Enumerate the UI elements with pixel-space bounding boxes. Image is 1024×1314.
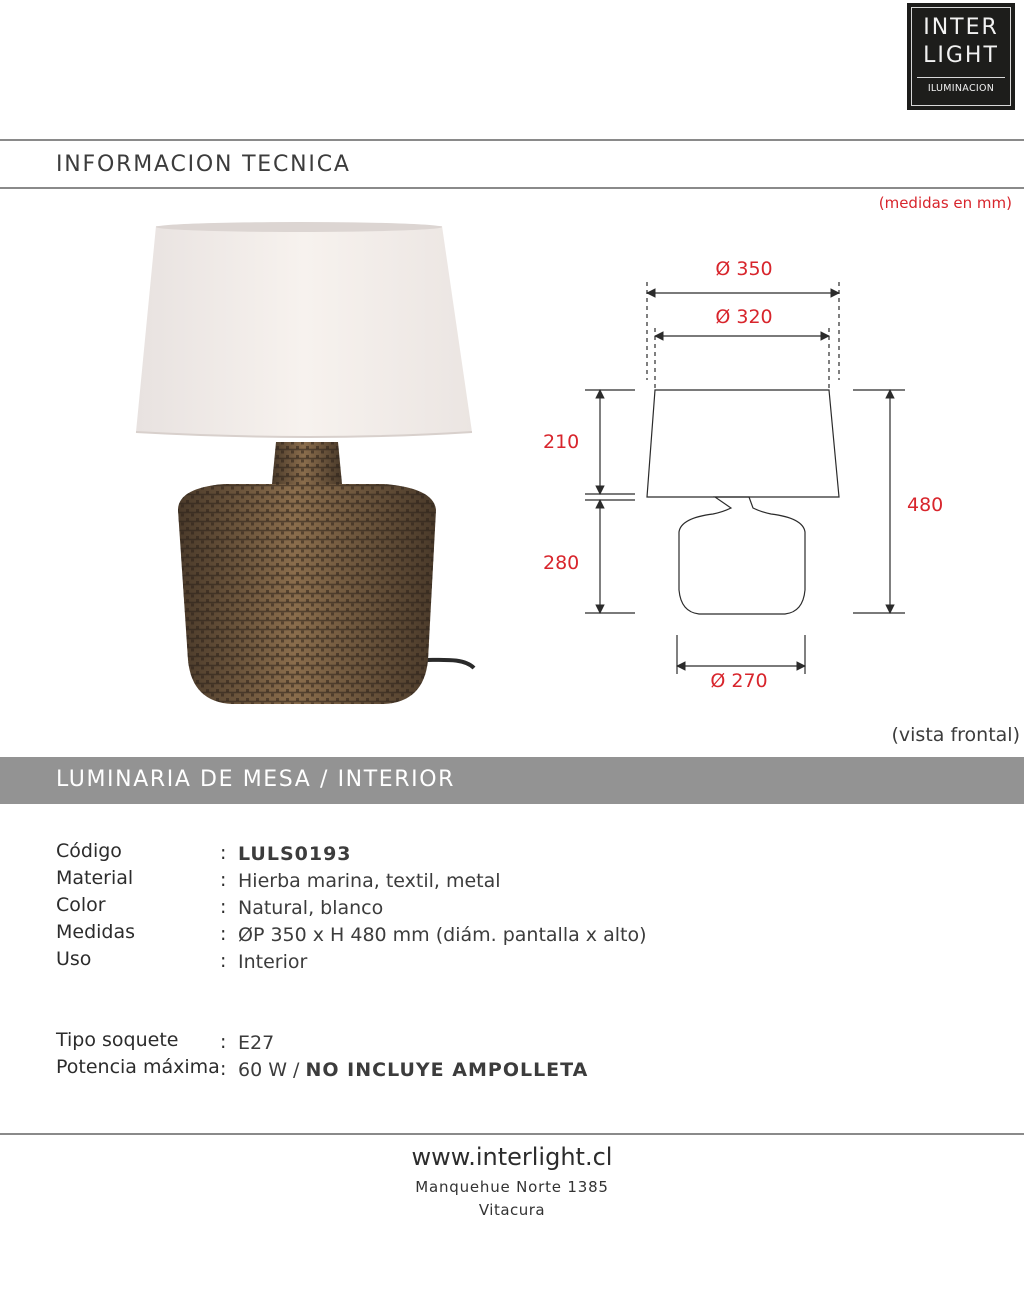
power-note: NO INCLUYE AMPOLLETA xyxy=(305,1059,589,1081)
dim-base-width: Ø 270 xyxy=(710,670,768,692)
section-bar xyxy=(0,757,1024,804)
spec-value: E27 xyxy=(238,1032,275,1054)
view-note: (vista frontal) xyxy=(891,724,1020,746)
technical-drawing xyxy=(535,250,955,710)
spec-label: Uso xyxy=(56,948,92,970)
dim-total-height: 480 xyxy=(907,494,944,516)
spec-colon: : xyxy=(220,950,227,972)
spec-label: Medidas xyxy=(56,921,136,943)
footer-city: Vitacura xyxy=(478,1201,546,1219)
header-divider-top xyxy=(0,139,1024,141)
power-value: 60 W / xyxy=(238,1059,306,1081)
spec-colon: : xyxy=(220,1031,227,1053)
spec-label: Código xyxy=(56,840,122,862)
spec-colon: : xyxy=(220,842,227,864)
footer-address: Manquehue Norte 1385 xyxy=(415,1178,609,1196)
spec-value: Natural, blanco xyxy=(238,897,384,919)
spec-label: Tipo soquete xyxy=(56,1029,179,1051)
logo-line-3: ILUMINACION xyxy=(927,83,995,94)
spec-colon: : xyxy=(220,923,227,945)
logo-line-1: INTER xyxy=(923,15,999,40)
spec-colon: : xyxy=(220,896,227,918)
spec-value: Hierba marina, textil, metal xyxy=(238,870,501,892)
spec-colon: : xyxy=(220,1058,227,1080)
spec-colon: : xyxy=(220,869,227,891)
spec-value: ØP 350 x H 480 mm (diám. pantalla x alto) xyxy=(238,924,647,946)
spec-label: Potencia máxima xyxy=(56,1056,220,1078)
footer-website-link[interactable]: www.interlight.cl xyxy=(411,1143,613,1171)
header-divider-bottom xyxy=(0,187,1024,189)
dim-shade-height: 210 xyxy=(543,431,580,453)
spec-label: Color xyxy=(56,894,106,916)
spec-label: Material xyxy=(56,867,134,889)
spec-value: Interior xyxy=(238,951,308,973)
logo-line-2: LIGHT xyxy=(923,43,999,68)
dim-top-inner: Ø 320 xyxy=(715,306,773,328)
product-photo xyxy=(134,220,526,725)
brand-logo xyxy=(907,3,1015,110)
footer-divider xyxy=(0,1133,1024,1135)
spec-value-power xyxy=(238,1059,588,1081)
spec-value-code: LULS0193 xyxy=(238,843,352,865)
dim-base-height: 280 xyxy=(543,552,580,574)
dim-top-outer: Ø 350 xyxy=(715,258,773,280)
units-note: (medidas en mm) xyxy=(878,194,1012,212)
section-title-product: LUMINARIA DE MESA / INTERIOR xyxy=(56,767,456,792)
section-title-tech: INFORMACION TECNICA xyxy=(56,152,351,177)
